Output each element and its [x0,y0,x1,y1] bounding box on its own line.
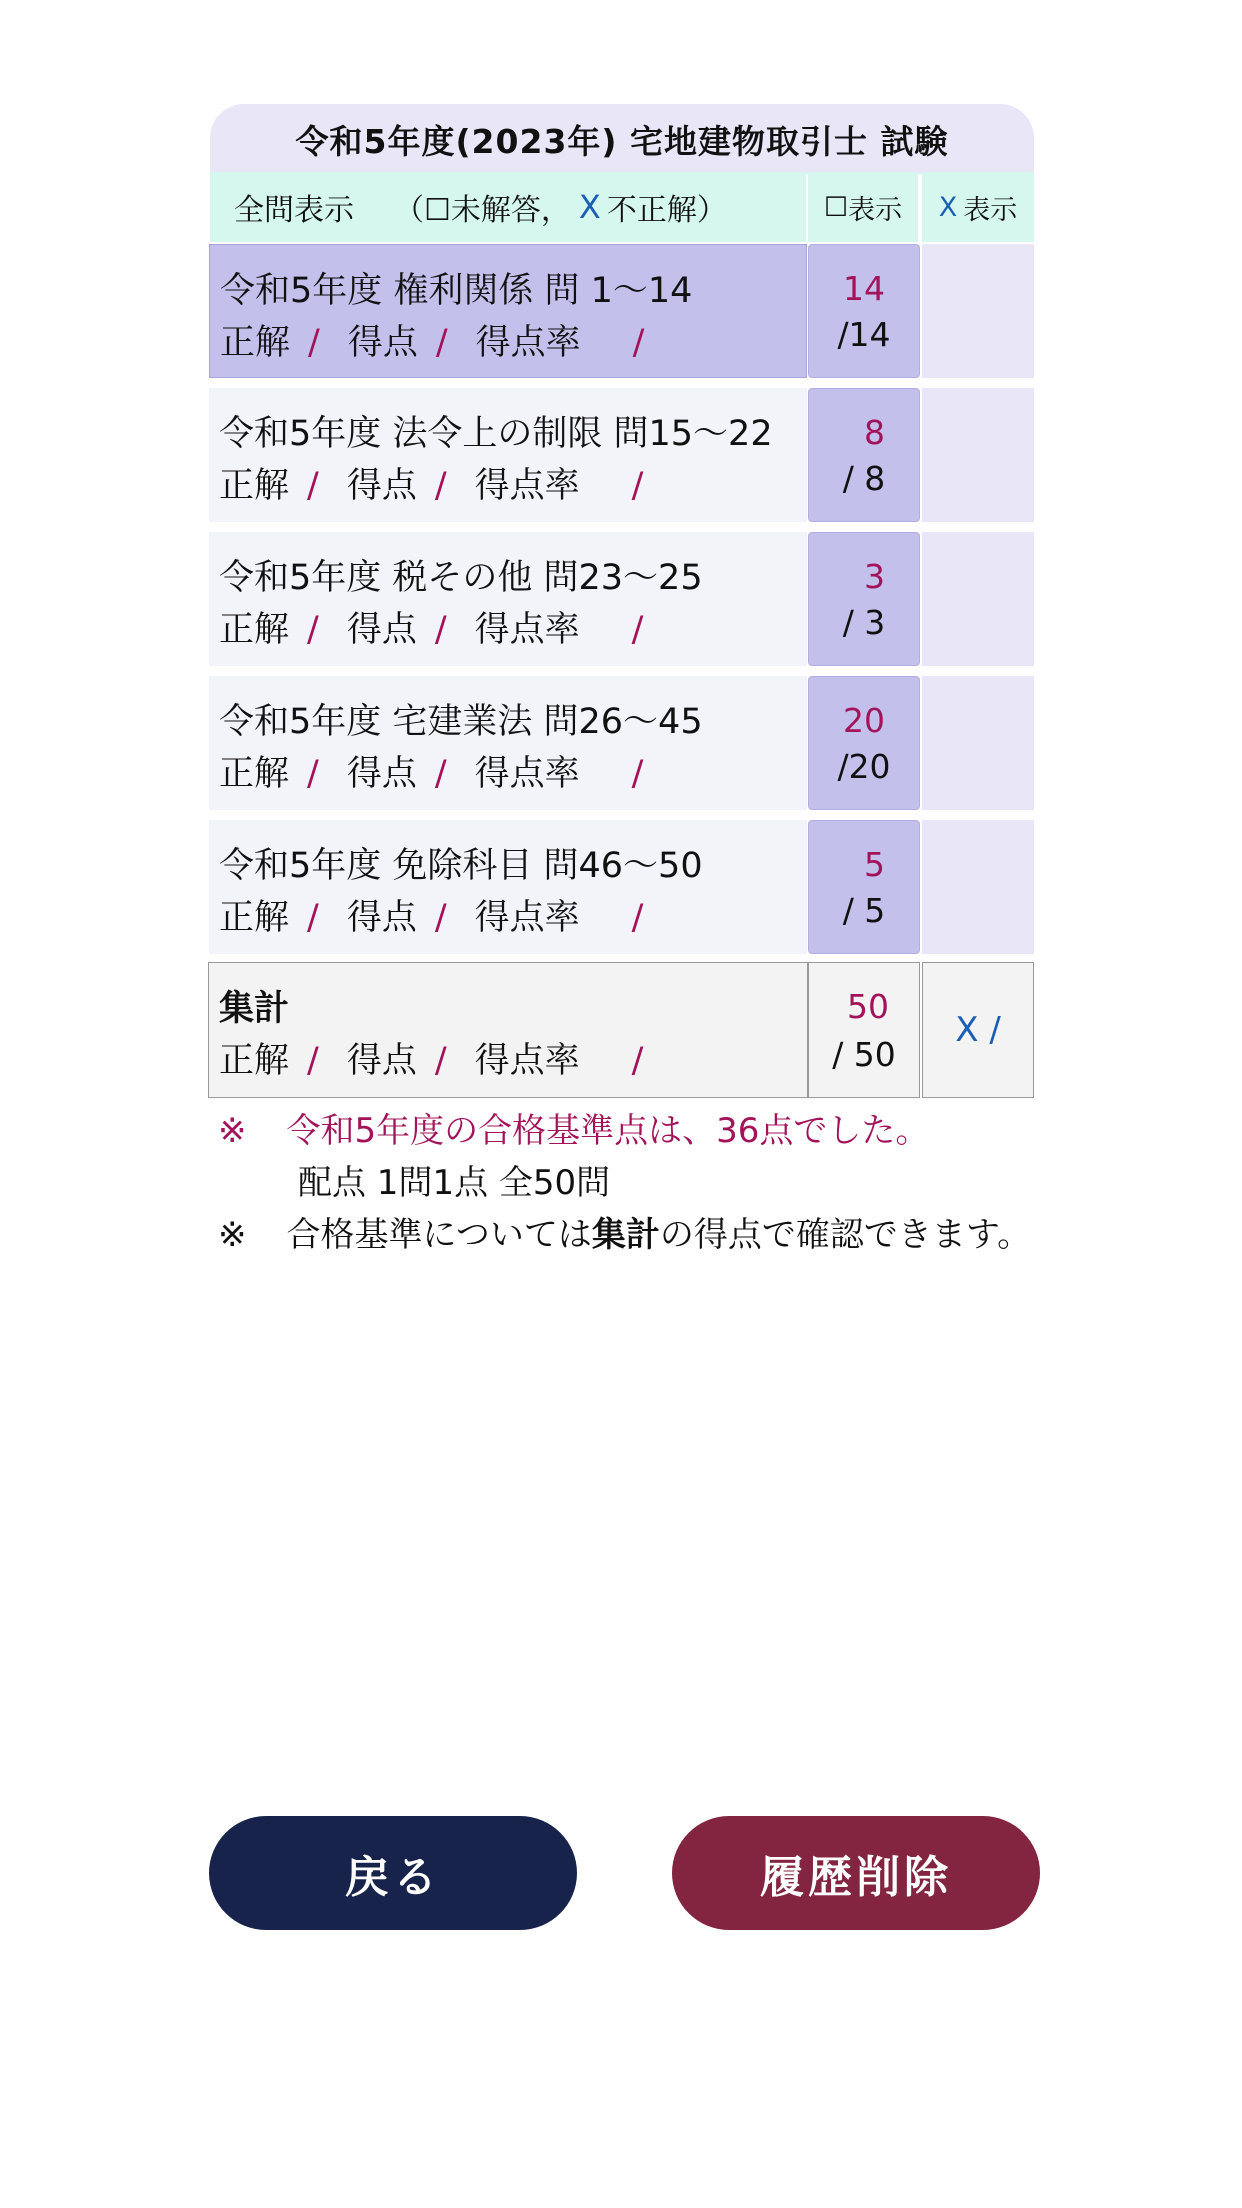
incorrect-cell-rights[interactable] [922,244,1034,378]
show-all-button[interactable] [210,172,806,242]
section-title: 令和5年度 権利関係 問 1〜14 [220,271,693,311]
summary-row [208,962,808,1098]
x-mark-icon: X [578,188,601,226]
unanswered-count-rights[interactable] [808,244,920,378]
section-stats: 正解 / 得点 / 得点率 / [219,610,644,650]
unanswered-count-business-law[interactable] [808,676,920,810]
incorrect-cell-exempt[interactable] [922,820,1034,954]
section-title: 令和5年度 宅建業法 問26〜45 [219,702,703,742]
section-stats: 正解 / 得点 / 得点率 / [219,466,644,506]
summary-title: 集計 [219,989,290,1029]
delete-history-button[interactable]: 履歴削除 [672,1816,1040,1930]
section-title: 令和5年度 税その他 問23〜25 [219,558,703,598]
section-stats: 正解 / 得点 / 得点率 / [219,754,644,794]
question-total: /20 [837,747,891,786]
incorrect-cell-business-law[interactable] [922,676,1034,810]
question-total: / 50 [832,1035,896,1074]
exam-title: 令和5年度(2023年) 宅地建物取引士 試験 [210,104,1034,174]
pass-line-note: ※ 令和5年度の合格基準点は、36点でした。 [218,1111,930,1151]
unanswered-number: 8 [864,413,885,452]
checkbox-icon: ☐ [823,191,849,223]
section-row-rights[interactable] [209,244,807,378]
section-stats: 正解 / 得点 / 得点率 / [220,323,645,363]
legend-close: ） [696,193,727,228]
section-row-business-law[interactable] [209,676,807,810]
question-total: / 5 [842,891,886,930]
unanswered-count-exempt[interactable] [808,820,920,954]
section-row-regulations[interactable] [209,388,807,522]
question-total: / 8 [842,459,886,498]
unanswered-number: 14 [843,269,885,308]
summary-unanswered-count[interactable] [808,962,920,1098]
unanswered-number: 20 [843,701,885,740]
incorrect-cell-tax[interactable] [922,532,1034,666]
show-unanswered-button[interactable] [808,172,918,242]
unanswered-count-tax[interactable] [808,532,920,666]
show-incorrect-label: 表示 [963,194,1018,226]
unanswered-number: 5 [864,845,885,884]
legend-incorrect: 不正解 [606,193,697,228]
unanswered-count-regulations[interactable] [808,388,920,522]
section-stats: 正解 / 得点 / 得点率 / [219,898,644,938]
back-button[interactable]: 戻る [209,1816,577,1930]
show-all-label: 全問表示 [234,193,354,228]
section-row-exempt[interactable] [209,820,807,954]
question-total: /14 [837,315,891,354]
section-title: 令和5年度 免除科目 問46〜50 [219,846,703,886]
scoring-note: 配点 1問1点 全50問 [298,1163,611,1203]
criteria-note: ※ 合格基準については集計の得点で確認できます。 [218,1215,1032,1255]
summary-incorrect-count[interactable]: X / [922,962,1034,1098]
question-total: / 3 [842,603,886,642]
legend-unanswered: ☐未解答， [424,193,571,228]
section-row-tax[interactable] [209,532,807,666]
incorrect-cell-regulations[interactable] [922,388,1034,522]
unanswered-number: 50 [847,987,889,1026]
x-mark-icon: X [938,191,958,223]
summary-stats: 正解 / 得点 / 得点率 / [219,1041,644,1081]
show-unanswered-label: 表示 [848,194,903,226]
unanswered-number: 3 [864,557,885,596]
section-title: 令和5年度 法令上の制限 問15〜22 [219,414,773,454]
legend-open: （ [394,193,424,228]
show-incorrect-button[interactable] [922,172,1034,242]
